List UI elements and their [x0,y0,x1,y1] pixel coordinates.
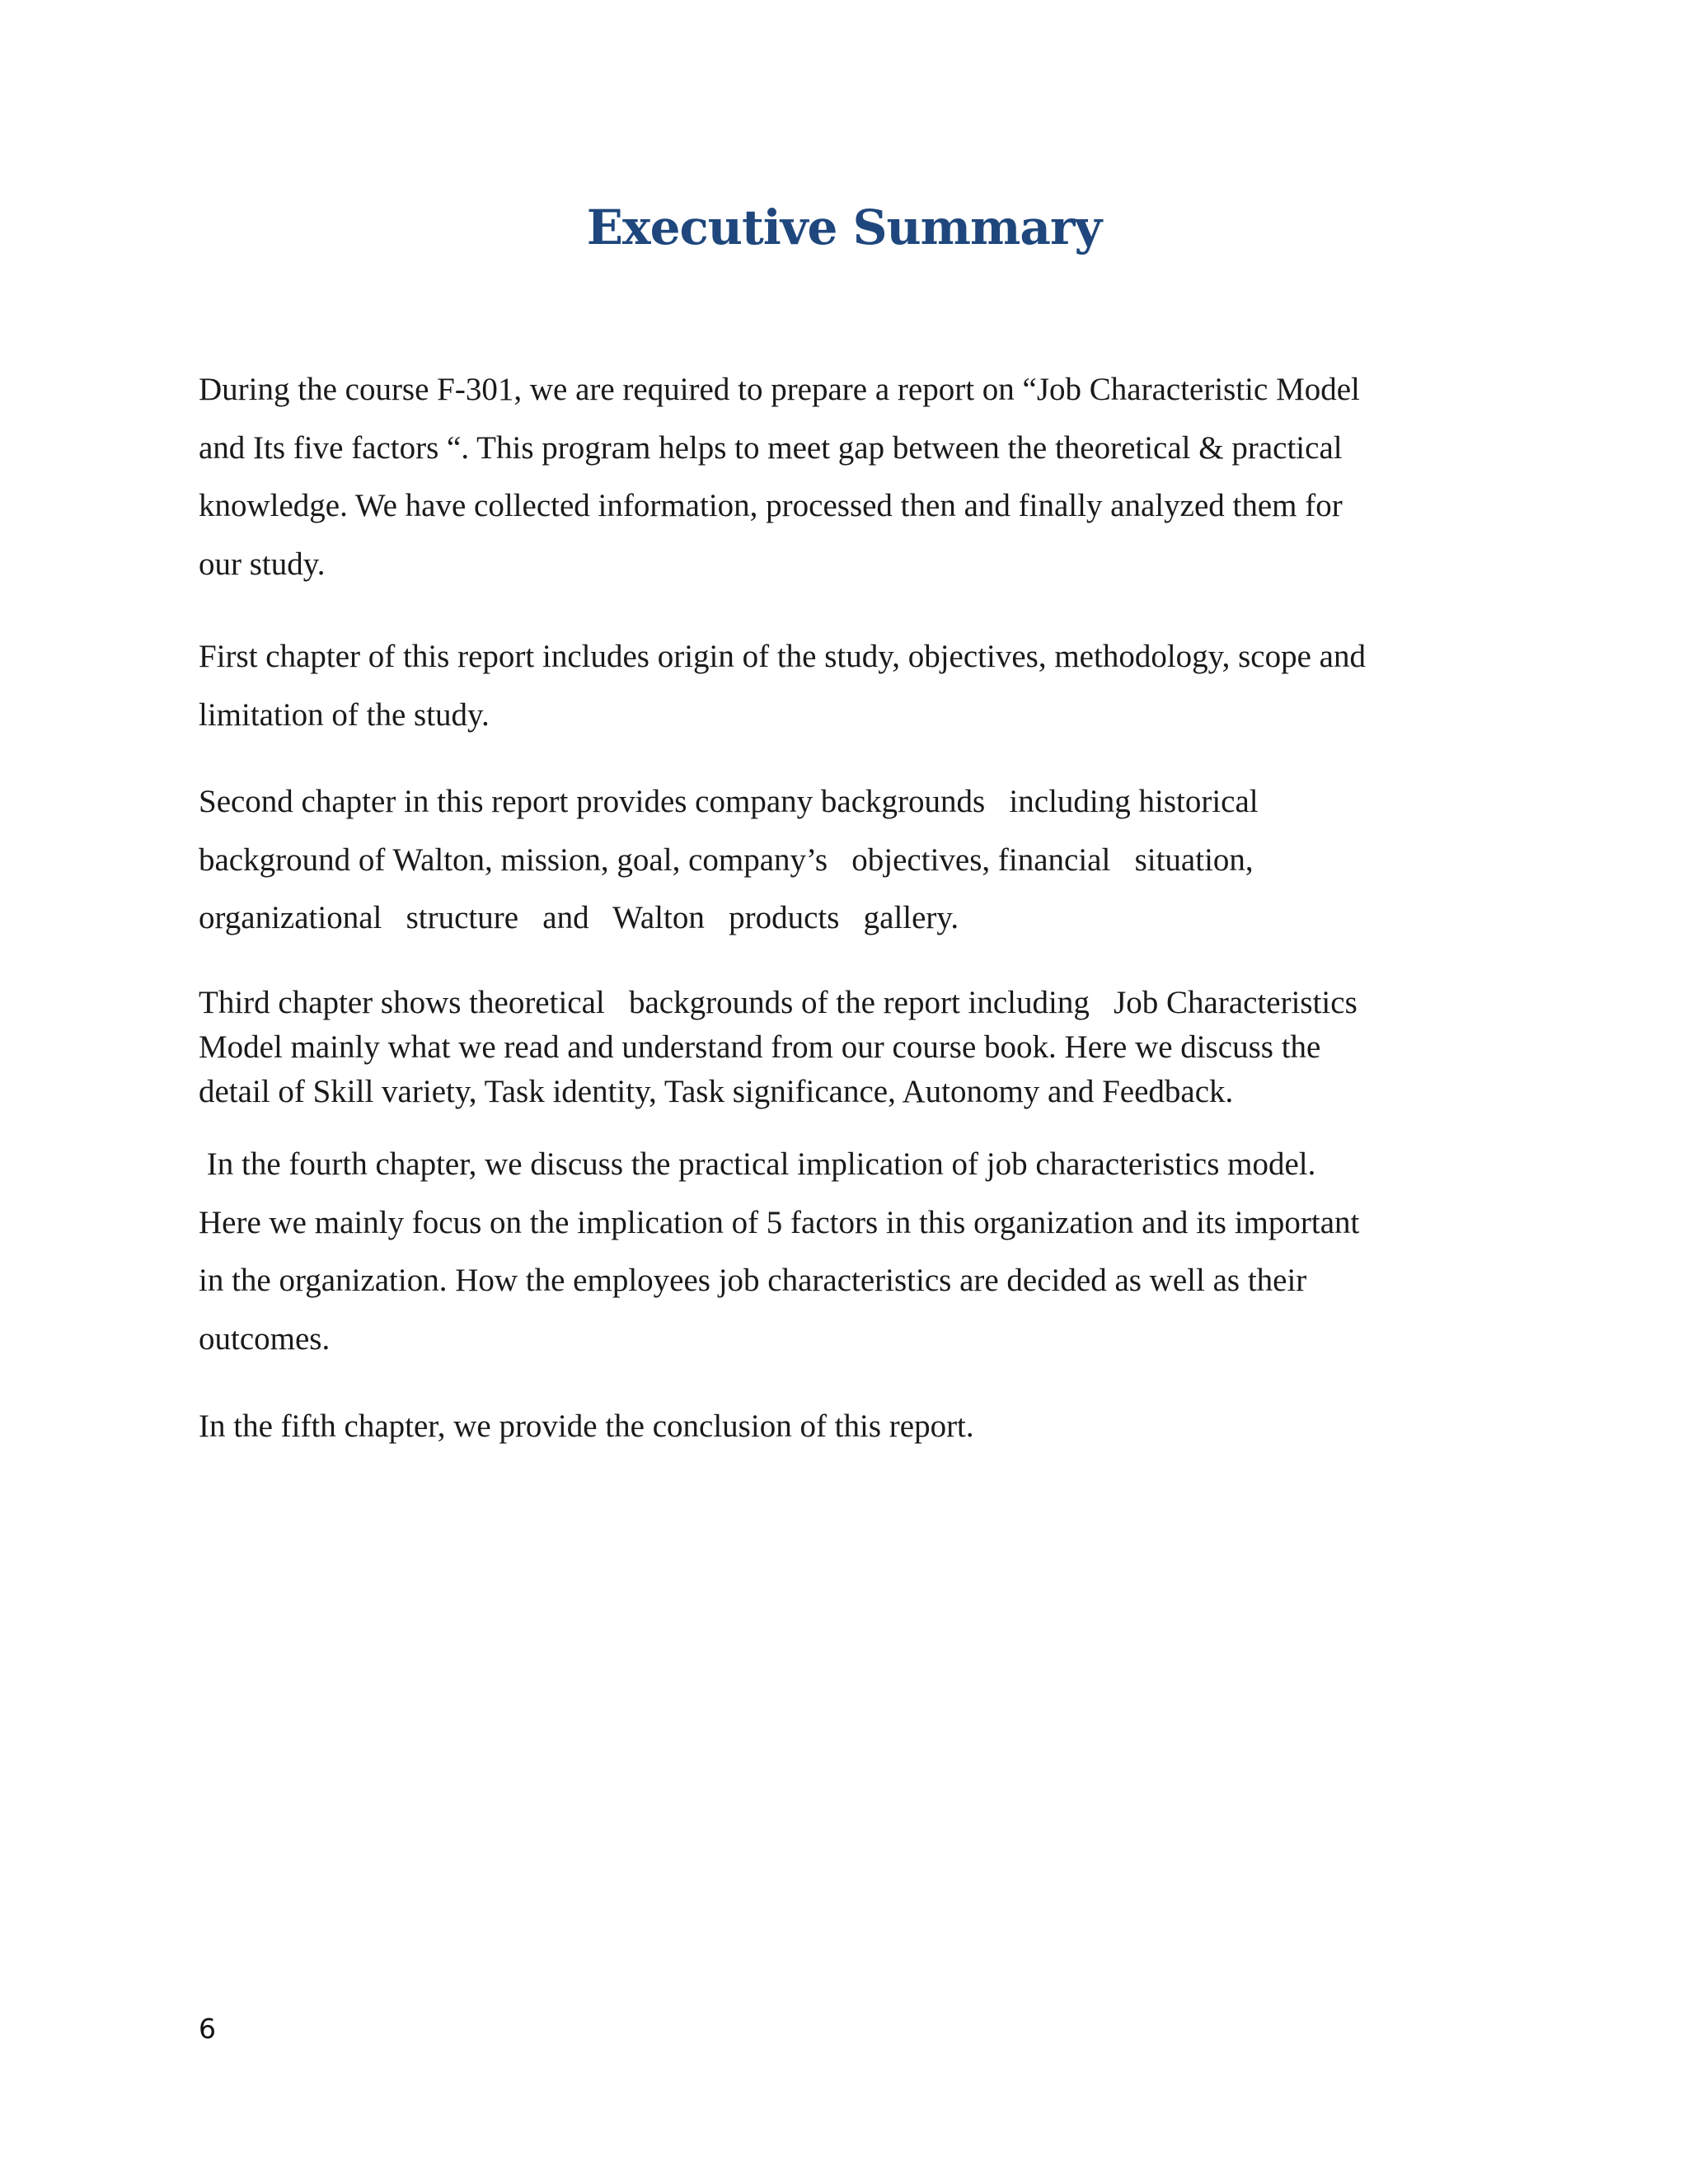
paragraph-line: In the fifth chapter, we provide the conclusion of this report. [199,1408,974,1444]
paragraph-line: Here we mainly focus on the implication of 5 factors in this organization and its important [199,1204,1360,1240]
page-title: Executive Summary [586,199,1102,255]
paragraph-line: Second chapter in this report provides company backgrounds including historical [199,784,1259,819]
paragraph-line: During the course F-301, we are required to prepare a report on “Job Characteristic Model [199,372,1360,407]
paragraph-line: and Its five factors “. This program helps to meet gap between the theoretical & practical [199,429,1343,466]
paragraph-line: detail of Skill variety, Task identity, Task significance, Autonomy and Feedback. [199,1074,1234,1109]
paragraph-line: background of Walton, mission, goal, company’s objectives, financial situation, [199,841,1254,878]
paragraph-line: In the fourth chapter, we discuss the practical implication of job characteristics model. [199,1146,1316,1182]
paragraph-fifth-chapter [199,1398,1484,1456]
paragraph-line: knowledge. We have collected information, processed then and finally analyzed them for [199,488,1343,523]
paragraph-third-chapter [199,981,1484,1114]
paragraph-second-chapter [199,773,1484,948]
page-number: 6 [199,2013,216,2045]
paragraph-line: organizational structure and Walton products gallery. [199,900,959,935]
paragraph-line: Model mainly what we read and understand from our course book. Here we discuss the [199,1029,1321,1065]
paragraph-introduction [199,361,1484,593]
paragraph-line: limitation of the study. [199,696,490,733]
paragraph-line: Third chapter shows theoretical backgrounds of the report including Job Characteristics [199,985,1357,1020]
paragraph-line: outcomes. [199,1320,331,1357]
paragraph-fourth-chapter [199,1136,1484,1368]
paragraph-line: in the organization. How the employees job characteristics are decided as well as their [199,1263,1307,1298]
paragraph-line: our study. [199,546,326,582]
paragraph-first-chapter [199,628,1484,744]
paragraph-line: First chapter of this report includes origin of the study, objectives, methodology, scope and [199,639,1366,674]
